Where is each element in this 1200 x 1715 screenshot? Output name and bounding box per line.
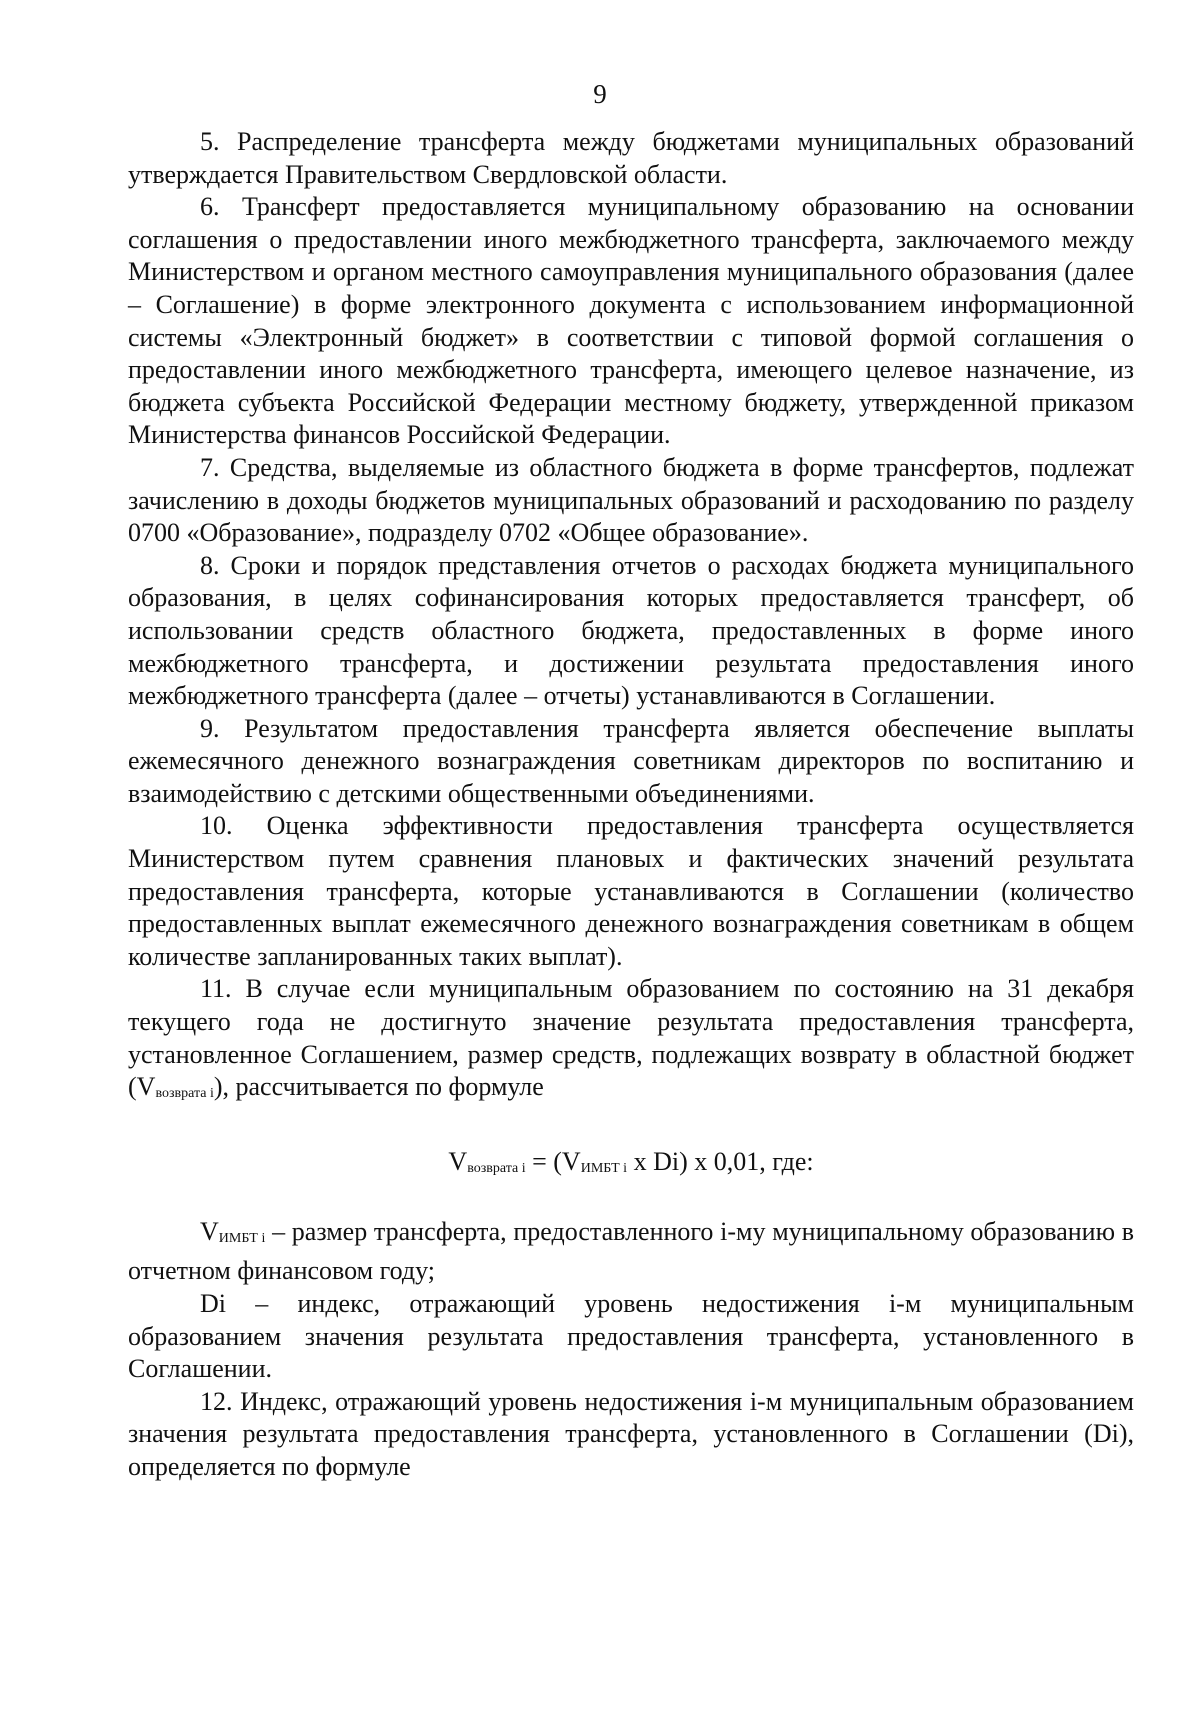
paragraph-12: 12. Индекс, отражающий уровень недостижения i-м муниципальным образованием значения результата предоставления трансферта, установленного в Соглашении (Di), определяется по формуле bbox=[128, 1386, 1134, 1481]
formula-lhs-subscript: возврата i bbox=[467, 1160, 526, 1176]
definition-di: Di – индекс, отражающий уровень недостижения i-м муниципальным образованием значения результата предоставления трансферта, установленного в Соглашении. bbox=[128, 1289, 1134, 1384]
page-number: 9 bbox=[593, 79, 607, 109]
return-amount-formula bbox=[128, 1145, 1134, 1186]
document-body bbox=[128, 126, 1134, 1484]
definition-v-text: – размер трансферта, предоставленного i-му муниципальному образованию в отчетном финансовом году; bbox=[128, 1216, 1135, 1286]
paragraph-5: 5. Распределение трансферта между бюджетами муниципальных образований утверждается Правительством Свердловской области. bbox=[128, 127, 1134, 189]
formula-equals: = (V bbox=[525, 1146, 581, 1176]
paragraph-11-tail: ), рассчитывается по формуле bbox=[213, 1072, 544, 1102]
formula-imbt-subscript: ИМБТ i bbox=[580, 1160, 628, 1176]
paragraph-6: 6. Трансферт предоставляется муниципальному образованию на основании соглашения о предоставлении иного межбюджетного трансферта, заключаемого между Министерством и органом местного самоуправления муниципального образования (далее – Соглашение) в форме электронного документа с использованием информационной системы «Электронный бюджет» в соответствии с типовой формой соглашения о предоставлении иного межбюджетного трансферта, имеющего целевое назначение, из бюджета субъекта Российской Федерации местному бюджету, утвержденной приказом Министерства финансов Российской Федерации. bbox=[128, 192, 1134, 450]
definition-v-symbol: V bbox=[200, 1216, 219, 1246]
definition-v-imbt bbox=[128, 1216, 1134, 1288]
paragraph-11 bbox=[128, 973, 1134, 1110]
paragraph-7: 7. Средства, выделяемые из областного бюджета в форме трансфертов, подлежат зачислению в доходы бюджетов муниципальных образований и расходованию по разделу 0700 «Образование», подразделу 0702 «Общее образование». bbox=[128, 452, 1134, 548]
paragraph-11-text: 11. В случае если муниципальным образованием по состоянию на 31 декабря текущего года не достигнуто значение результата предоставления трансферта, установленное Соглашением, размер средств, подлежащих возврату в областной бюджет (V bbox=[128, 974, 1134, 1102]
paragraph-9: 9. Результатом предоставления трансферта является обеспечение выплаты ежемесячного денежного вознаграждения советникам директоров по воспитанию и взаимодействию с детскими общественными объединениями. bbox=[128, 713, 1134, 808]
formula-rest: x Di) x 0,01, где: bbox=[627, 1146, 814, 1176]
definition-v-subscript: ИМБТ i bbox=[218, 1230, 266, 1246]
paragraph-11-subscript: возврата i bbox=[155, 1086, 214, 1102]
formula-lhs-symbol: V bbox=[448, 1146, 468, 1176]
paragraph-10: 10. Оценка эффективности предоставления трансферта осуществляется Министерством путем сравнения плановых и фактических значений результата предоставления трансферта, которые устанавливаются в Соглашении (количество предоставленных выплат ежемесячного денежного вознаграждения советникам в общем количестве запланированных таких выплат). bbox=[128, 811, 1134, 971]
paragraph-8: 8. Сроки и порядок представления отчетов о расходах бюджета муниципального образования, в целях софинансирования которых предоставляется трансферт, об использовании средств областного бюджета, предоставленных в форме иного межбюджетного трансферта, и достижении результата предоставления иного межбюджетного трансферта (далее – отчеты) устанавливаются в Соглашении. bbox=[128, 550, 1134, 711]
